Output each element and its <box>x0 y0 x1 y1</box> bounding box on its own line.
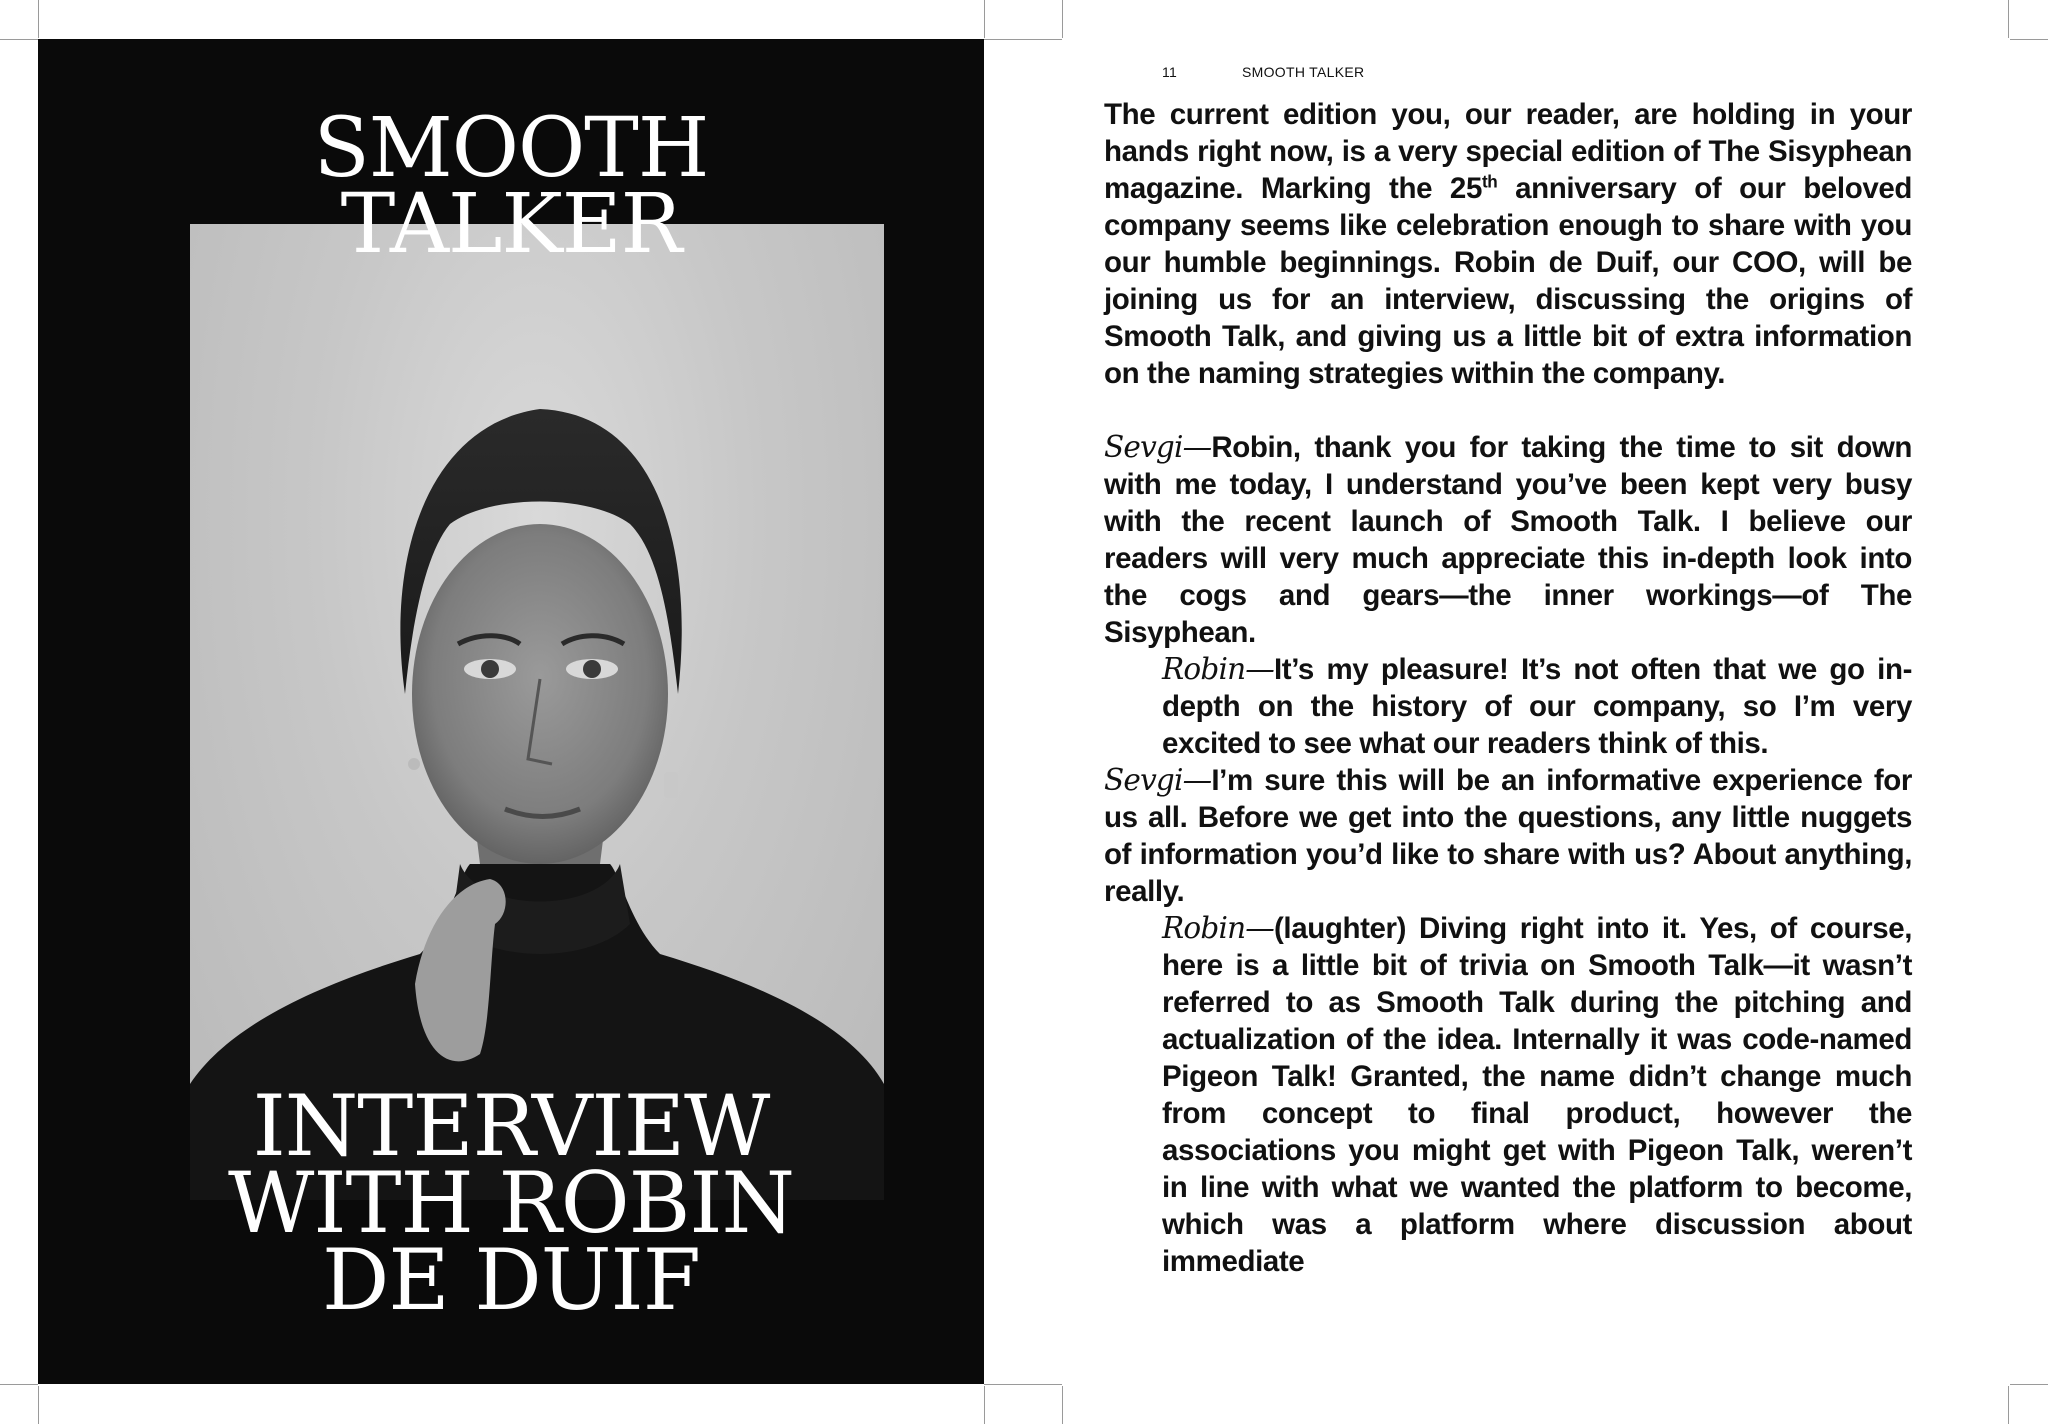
crop-mark <box>984 1386 985 1424</box>
crop-mark <box>0 1384 38 1385</box>
interview-answer <box>1104 910 1912 1280</box>
answer-text: It’s my pleasure! It’s not often that we go in-depth on the history of our company, so I’m very excited to see what our readers think of this. <box>1162 653 1912 760</box>
article-body <box>1104 96 1912 1280</box>
question-text: I’m sure this will be an informative experience for us all. Before we get into the questions, any little nuggets of information you’d like to share with us? About anything, really. <box>1104 764 1912 908</box>
speaker-label: Robin— <box>1162 911 1274 945</box>
cover-subtitle: INTERVIEW WITH ROBIN DE DUIF <box>227 1077 795 1329</box>
intro-text: The current edition you, our reader, are holding in your hands right now, is a very special edition of The Sisyphean magazine. Marking the 25 <box>1104 98 1912 205</box>
superscript-th: th <box>1481 172 1498 192</box>
interview-question <box>1104 762 1912 910</box>
crop-mark <box>2010 1384 2048 1385</box>
speaker-label: Sevgi— <box>1104 430 1212 464</box>
cover-page <box>38 39 984 1384</box>
cover-title: SMOOTH TALKER <box>313 101 709 272</box>
speaker-label: Sevgi— <box>1104 763 1212 797</box>
running-head-title: SMOOTH TALKER <box>1242 64 1365 80</box>
page-number: 11 <box>1162 64 1178 80</box>
crop-mark <box>2010 39 2048 40</box>
crop-mark <box>1062 1386 1063 1424</box>
speaker-label: Robin— <box>1162 652 1274 686</box>
question-text: Robin, thank you for taking the time to sit down with me today, I understand you’ve been kept very busy with the recent launch of Smooth Talk. I believe our readers will very much appreciate this in-depth look into the cogs and gears—the inner workings—of The Sisyphean. <box>1104 431 1912 649</box>
interview-question <box>1104 429 1912 651</box>
crop-mark <box>2008 1386 2009 1424</box>
crop-mark <box>1062 0 1063 38</box>
crop-mark <box>38 0 39 38</box>
crop-mark <box>38 1386 39 1424</box>
crop-mark <box>0 39 38 40</box>
interview-answer <box>1104 651 1912 762</box>
crop-mark <box>984 39 1062 40</box>
crop-mark <box>2008 0 2009 38</box>
answer-text: (laughter) Diving right into it. Yes, of course, here is a little bit of trivia on Smooth Talk—it wasn’t referred to as Smooth Talk during the pitching and actualization of the idea. Internally it was code-named Pigeon Talk! Granted, the name didn’t change much from concept to final product, however the associations you might get with Pigeon Talk, weren’t in line with what we wanted the platform to become, which was a platform where discussion about immediate <box>1162 912 1912 1278</box>
crop-mark <box>984 1384 1062 1385</box>
portrait-photo <box>190 224 884 1200</box>
crop-mark <box>984 0 985 38</box>
intro-paragraph <box>1104 96 1912 392</box>
intro-text: anniversary of our beloved company seems like celebration enough to share with you our humble beginnings. Robin de Duif, our COO, will be joining us for an interview, discussing the origins of Smooth Talk, and giving us a little bit of extra information on the naming strategies within the company. <box>1104 172 1912 390</box>
portrait-illustration <box>190 224 884 1200</box>
